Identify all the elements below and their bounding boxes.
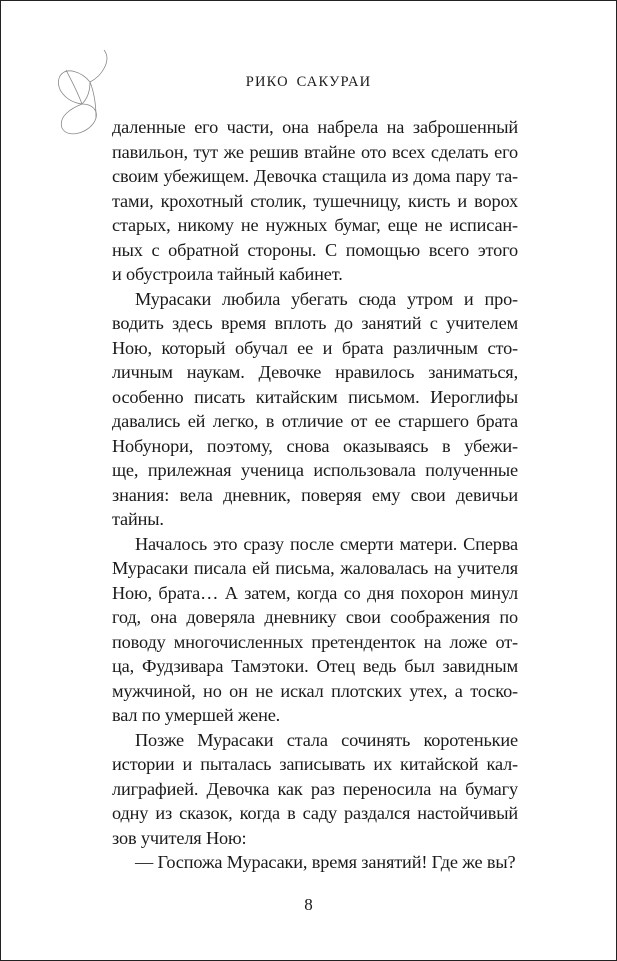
text-line: даленные его части, она набрела на заброшенный: [112, 117, 518, 137]
text-line: Мурасаки писала ей письма, жаловалась на учителя: [112, 558, 518, 578]
text-line: — Госпожа Мурасаки, время занятий! Где же вы?: [135, 852, 516, 872]
paragraph: [112, 728, 518, 851]
page-number: 8: [304, 895, 313, 914]
text-line: Ною, брата… А затем, когда со дня похорон минул: [112, 582, 518, 603]
text-line: зов учителя Ною:: [112, 827, 247, 848]
text-line: тайны.: [112, 509, 164, 529]
text-line: знания: вела дневник, поверяя ему свои девичьи: [112, 484, 518, 505]
text-line: Нобунори, поэтому, снова оказываясь в убежи-: [112, 435, 518, 456]
text-line: Мурасаки любила убегать сюда утром и про-: [135, 288, 518, 309]
text-line: Ною, который обучал ее и брата различным сто-: [112, 337, 518, 358]
text-line: ных с обратной стороны. С помощью всего этого: [112, 239, 518, 260]
text-line: одну из сказок, когда в саду раздался настойчивый: [112, 803, 518, 823]
text-line: старых, никому не нужных бумаг, еще не исписан-: [112, 215, 518, 235]
paragraph: [112, 532, 518, 728]
text-line: тами, крохотный столик, тушечницу, кисть и ворох: [112, 190, 518, 211]
text-line: год, она доверяла дневнику свои соображения по: [112, 607, 518, 627]
paragraph: [112, 850, 518, 875]
text-line: личным наукам. Девочке нравилось заниматься,: [112, 362, 518, 382]
text-line: особенно писать китайским письмом. Иероглифы: [112, 386, 518, 407]
running-header: РИКО САКУРАИ: [245, 74, 372, 90]
text-line: своим убежищем. Девочка стащила из дома пару та-: [112, 166, 518, 186]
text-line: вал по умершей жене.: [112, 705, 281, 725]
text-line: водить здесь время вплоть до занятий с учителем: [112, 313, 518, 333]
paragraph: [112, 115, 518, 287]
text-line: давались ей легко, в отличие от ее старшего брата: [112, 411, 518, 431]
paragraph: [112, 287, 518, 532]
text-line: истории и пыталась записывать их китайской кал-: [112, 754, 518, 774]
text-line: Началось это сразу после смерти матери. Сперва: [135, 533, 518, 554]
text-line: лиграфией. Девочка как раз переносила на бумагу: [112, 778, 518, 799]
text-line: павильон, тут же решив втайне ото всех сделать его: [112, 141, 518, 162]
body-text: [112, 115, 518, 875]
text-line: и обустроила тайный кабинет.: [112, 264, 343, 284]
text-line: ще, прилежная ученица использовала полученные: [112, 460, 518, 480]
text-line: ца, Фудзивара Тамэтоки. Отец ведь был завидным: [112, 656, 518, 676]
text-line: мужчиной, но он не искал плотских утех, а тоско-: [112, 680, 518, 701]
text-line: поводу многочисленных претенденток на ложе от-: [112, 631, 518, 652]
text-line: Позже Мурасаки стала сочинять коротенькие: [135, 729, 518, 750]
